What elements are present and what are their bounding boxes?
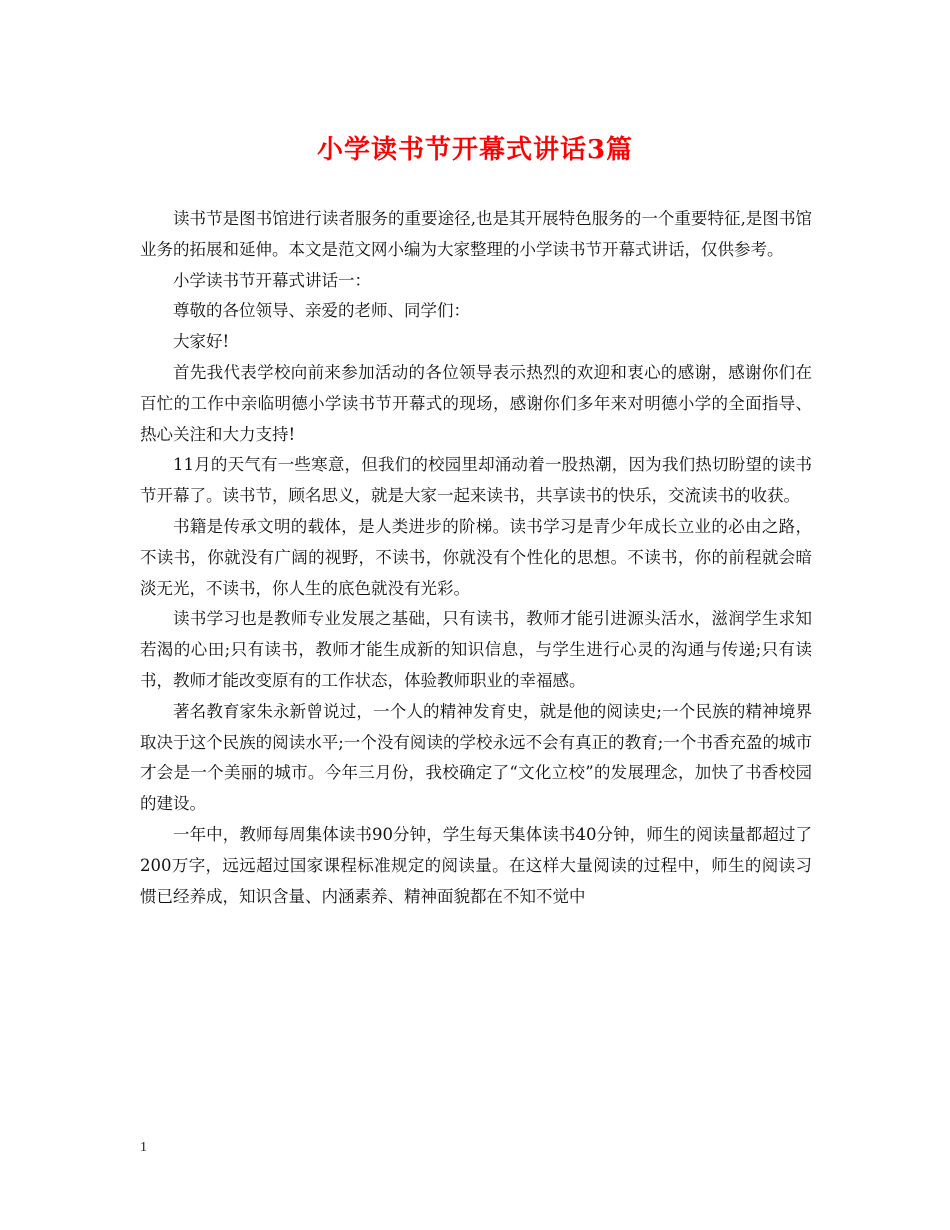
paragraph: 大家好!: [173, 332, 230, 352]
document-body: [140, 204, 812, 912]
paragraph: 一年中，教师每周集体读书90分钟，学生每天集体读书40分钟，师生的阅读量都超过了200万字，远远超过国家课程标准规定的阅读量。在这样大量阅读的过程中，师生的阅读习惯已经养成，知识含量、内涵素养、精神面貌都在不知不觉中: [140, 824, 812, 906]
paragraph: 11月的天气有一些寒意，但我们的校园里却涌动着一股热潮，因为我们热切盼望的读书节开幕了。读书节，顾名思义，就是大家一起来读书，共享读书的快乐，交流读书的收获。: [140, 455, 812, 506]
paragraph: 书籍是传承文明的载体，是人类进步的阶梯。读书学习是青少年成长立业的必由之路，不读书，你就没有广阔的视野，不读书，你就没有个性化的思想。不读书，你的前程就会暗淡无光，不读书，你人生的底色就没有光彩。: [140, 516, 812, 598]
paragraph: 首先我代表学校向前来参加活动的各位领导表示热烈的欢迎和衷心的感谢，感谢你们在百忙的工作中亲临明德小学读书节开幕式的现场，感谢你们多年来对明德小学的全面指导、热心关注和大力支持!: [140, 362, 812, 444]
paragraph: 小学读书节开幕式讲话一：: [173, 270, 371, 290]
paragraph: 著名教育家朱永新曾说过，一个人的精神发育史，就是他的阅读史;一个民族的精神境界取决于这个民族的阅读水平;一个没有阅读的学校永远不会有真正的教育;一个书香充盈的城市才会是一个美丽的城市。今年三月份，我校确定了“文化立校”的发展理念，加快了书香校园的建设。: [140, 701, 812, 814]
paragraph: 尊敬的各位领导、亲爱的老师、同学们：: [173, 301, 470, 321]
paragraph: 读书节是图书馆进行读者服务的重要途径,也是其开展特色服务的一个重要特征,是图书馆业务的拓展和延伸。本文是范文网小编为大家整理的小学读书节开幕式讲话，仅供参考。: [140, 209, 812, 259]
document-title: 小学读书节开幕式讲话3篇: [316, 135, 634, 165]
page-number: 1: [140, 1140, 147, 1155]
paragraph: 读书学习也是教师专业发展之基础，只有读书，教师才能引进源头活水，滋润学生求知若渴的心田;只有读书，教师才能生成新的知识信息，与学生进行心灵的沟通与传递;只有读书，教师才能改变原有的工作状态，体验教师职业的幸福感。: [140, 609, 812, 690]
